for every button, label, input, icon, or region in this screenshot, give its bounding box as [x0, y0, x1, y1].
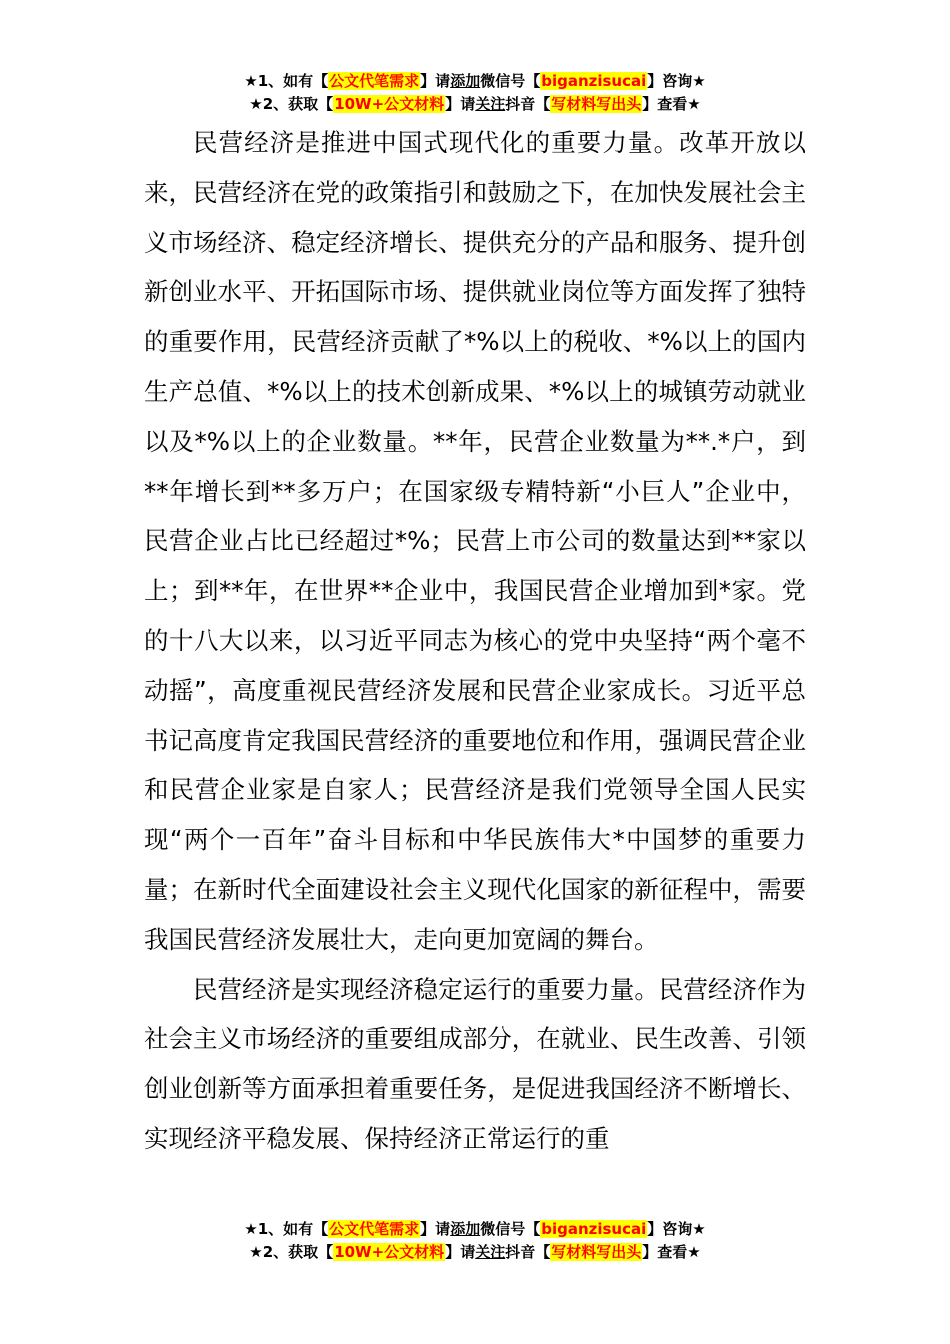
footer-wechat-id: biganzisucai [541, 1220, 647, 1238]
footer-highlight-service: 公文代笔需求 [329, 1220, 420, 1238]
footer-banner [0, 1218, 950, 1264]
banner-line-2: ★2、获取【10W+公文材料】请关注抖音【写材料写出头】查看★ [249, 95, 701, 113]
footer-douyin-account: 写材料写出头 [551, 1243, 642, 1261]
douyin-account: 写材料写出头 [551, 95, 642, 113]
footer-line-1: ★1、如有【公文代笔需求】请添加微信号【biganzisucai】咨询★ [244, 1220, 706, 1238]
footer-line-2: ★2、获取【10W+公文材料】请关注抖音【写材料写出头】查看★ [249, 1243, 701, 1261]
highlight-service: 公文代笔需求 [329, 72, 420, 90]
highlight-materials: 10W+公文材料 [334, 95, 445, 113]
banner-line-1: ★1、如有【公文代笔需求】请添加微信号【biganzisucai】咨询★ [244, 72, 706, 90]
footer-highlight-materials: 10W+公文材料 [334, 1243, 445, 1261]
paragraph-1: 民营经济是推进中国式现代化的重要力量。改革开放以来，民营经济在党的政策指引和鼓励之下，在加快发展社会主义市场经济、稳定经济增长、提供充分的产品和服务、提升创新创业水平、开拓国际市场、提供就业岗位等方面发挥了独特的重要作用，民营经济贡献了*%以上的税收、*%以上的国内生产总值、*%以上的技术创新成果、*%以上的城镇劳动就业以及*%以上的企业数量。**年，民营企业数量为**.*户，到**年增长到**多万户；在国家级专精特新“小巨人”企业中，民营企业占比已经超过*%；民营上市公司的数量达到**家以上；到**年，在世界**企业中，我国民营企业增加到*家。党的十八大以来，以习近平同志为核心的党中央坚持“两个毫不动摇”，高度重视民营经济发展和民营企业家成长。习近平总书记高度肯定我国民营经济的重要地位和作用，强调民营企业和民营企业家是自家人；民营经济是我们党领导全国人民实现“两个一百年”奋斗目标和中华民族伟大*中国梦的重要力量；在新时代全面建设社会主义现代化国家的新征程中，需要我国民营经济发展壮大，走向更加宽阔的舞台。 [144, 128, 806, 954]
paragraph-2: 民营经济是实现经济稳定运行的重要力量。民营经济作为社会主义市场经济的重要组成部分，在就业、民生改善、引领创业创新等方面承担着重要任务，是促进我国经济不断增长、实现经济平稳发展、保持经济正常运行的重 [144, 974, 806, 1153]
wechat-id: biganzisucai [541, 72, 647, 90]
header-banner [0, 70, 950, 116]
document-body [144, 118, 806, 1164]
